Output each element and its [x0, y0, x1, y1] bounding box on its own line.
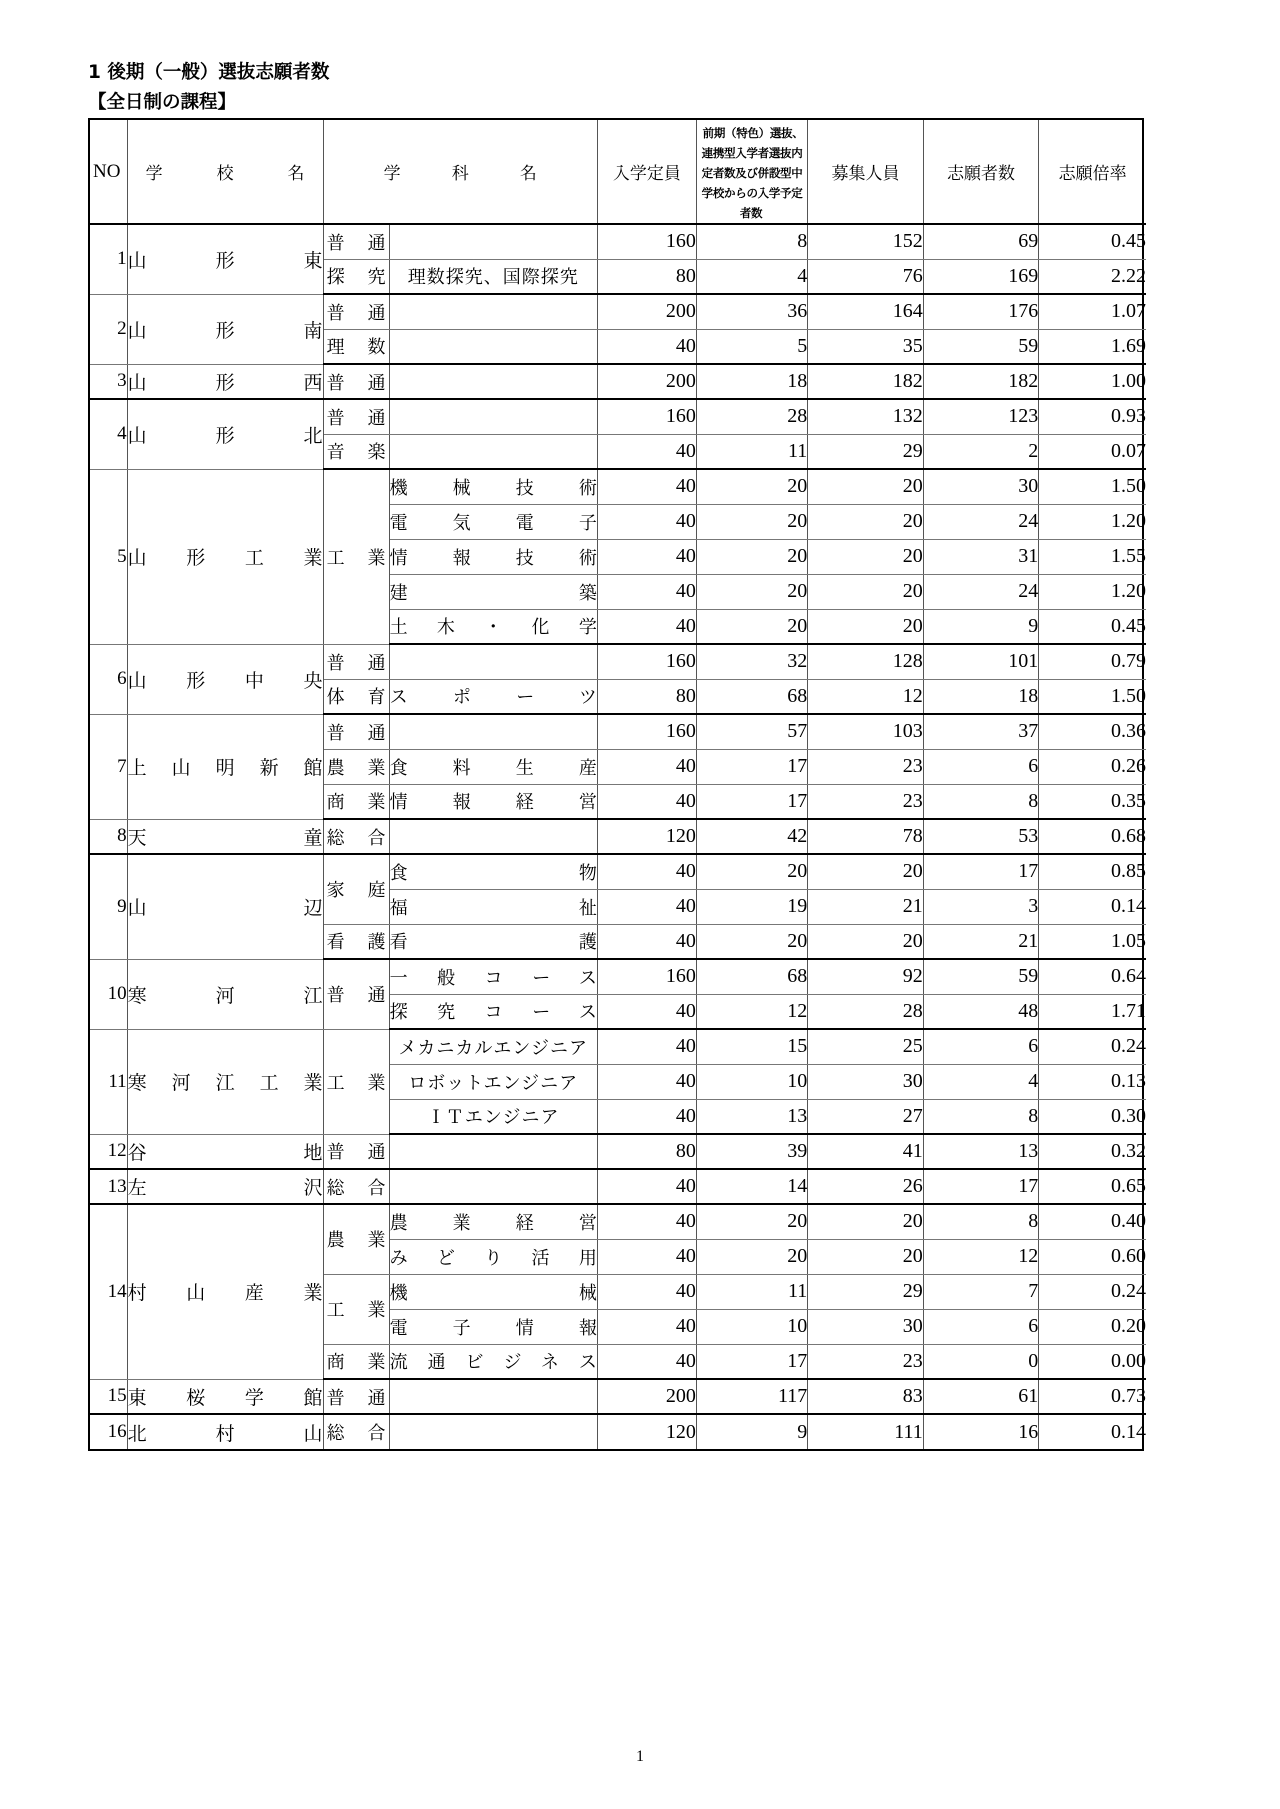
- early-admission-value: 68: [696, 679, 807, 714]
- applicants-value: 53: [923, 819, 1039, 854]
- capacity-value: 40: [597, 1309, 696, 1344]
- recruit-value: 29: [808, 434, 924, 469]
- applicants-value: 69: [923, 224, 1039, 259]
- row-number: 3: [90, 364, 127, 399]
- school-name: 寒河江: [127, 959, 323, 1029]
- early-admission-value: 20: [696, 609, 807, 644]
- early-admission-value: 10: [696, 1064, 807, 1099]
- rate-value: 0.35: [1039, 784, 1146, 819]
- applicants-value: 123: [923, 399, 1039, 434]
- early-admission-value: 17: [696, 1344, 807, 1379]
- applicants-value: 12: [923, 1239, 1039, 1274]
- early-admission-value: 68: [696, 959, 807, 994]
- applicants-value: 6: [923, 1309, 1039, 1344]
- applicants-value: 176: [923, 294, 1039, 329]
- applicants-value: 16: [923, 1414, 1039, 1449]
- header-early-admission: 前期（特色）選抜、連携型入学者選抜内定者数及び併設型中学校からの入学予定者数: [696, 120, 807, 224]
- rate-value: 2.22: [1039, 259, 1146, 294]
- rate-value: 0.20: [1039, 1309, 1146, 1344]
- row-number: 16: [90, 1414, 127, 1449]
- capacity-value: 80: [597, 1134, 696, 1169]
- school-name: 天童: [127, 819, 323, 854]
- recruit-value: 23: [808, 749, 924, 784]
- capacity-value: 40: [597, 1344, 696, 1379]
- early-admission-value: 18: [696, 364, 807, 399]
- header-row: [90, 120, 1146, 224]
- applicants-value: 8: [923, 1204, 1039, 1239]
- page-subtitle: 【全日制の課程】: [88, 92, 237, 113]
- capacity-value: 40: [597, 329, 696, 364]
- rate-value: 0.24: [1039, 1029, 1146, 1064]
- early-admission-value: 20: [696, 539, 807, 574]
- row-number: 1: [90, 224, 127, 294]
- header-no: NO: [90, 120, 127, 224]
- applicants-value: 18: [923, 679, 1039, 714]
- recruit-value: 92: [808, 959, 924, 994]
- recruit-value: 182: [808, 364, 924, 399]
- early-admission-value: 14: [696, 1169, 807, 1204]
- header-rate: 志願倍率: [1039, 120, 1146, 224]
- capacity-value: 40: [597, 574, 696, 609]
- capacity-value: 200: [597, 1379, 696, 1414]
- department-name: 普通: [323, 1379, 389, 1414]
- school-name: 村山産業: [127, 1204, 323, 1379]
- course-name: [389, 329, 597, 364]
- capacity-value: 40: [597, 1064, 696, 1099]
- recruit-value: 23: [808, 784, 924, 819]
- table-body: [90, 224, 1146, 1449]
- course-name: 食料生産: [389, 749, 597, 784]
- capacity-value: 80: [597, 259, 696, 294]
- rate-value: 0.36: [1039, 714, 1146, 749]
- course-name: [389, 1414, 597, 1449]
- early-admission-value: 8: [696, 224, 807, 259]
- row-number: 7: [90, 714, 127, 819]
- course-name: [389, 294, 597, 329]
- course-name: [389, 1169, 597, 1204]
- rate-value: 1.55: [1039, 539, 1146, 574]
- capacity-value: 40: [597, 1169, 696, 1204]
- course-name: 農業経営: [389, 1204, 597, 1239]
- table-row: [90, 819, 1146, 854]
- early-admission-value: 13: [696, 1099, 807, 1134]
- rate-value: 1.50: [1039, 469, 1146, 504]
- recruit-value: 83: [808, 1379, 924, 1414]
- early-admission-value: 20: [696, 1239, 807, 1274]
- rate-value: 1.20: [1039, 504, 1146, 539]
- course-name: [389, 434, 597, 469]
- recruit-value: 30: [808, 1309, 924, 1344]
- applicants-value: 7: [923, 1274, 1039, 1309]
- department-name: 普通: [323, 399, 389, 434]
- school-name: 寒河江工業: [127, 1029, 323, 1134]
- row-number: 6: [90, 644, 127, 714]
- recruit-value: 20: [808, 469, 924, 504]
- course-name: [389, 644, 597, 679]
- rate-value: 1.71: [1039, 994, 1146, 1029]
- capacity-value: 40: [597, 1239, 696, 1274]
- department-name: 音楽: [323, 434, 389, 469]
- department-name: 工業: [323, 1029, 389, 1134]
- early-admission-value: 17: [696, 784, 807, 819]
- capacity-value: 160: [597, 959, 696, 994]
- applicants-table: [90, 120, 1146, 1449]
- early-admission-value: 20: [696, 504, 807, 539]
- early-admission-value: 5: [696, 329, 807, 364]
- applicants-value: 59: [923, 329, 1039, 364]
- recruit-value: 26: [808, 1169, 924, 1204]
- department-name: 普通: [323, 714, 389, 749]
- recruit-value: 20: [808, 854, 924, 889]
- row-number: 10: [90, 959, 127, 1029]
- rate-value: 0.14: [1039, 1414, 1146, 1449]
- recruit-value: 132: [808, 399, 924, 434]
- rate-value: 0.64: [1039, 959, 1146, 994]
- applicants-value: 169: [923, 259, 1039, 294]
- capacity-value: 40: [597, 609, 696, 644]
- course-name: 一般コース: [389, 959, 597, 994]
- capacity-value: 40: [597, 854, 696, 889]
- recruit-value: 20: [808, 574, 924, 609]
- early-admission-value: 15: [696, 1029, 807, 1064]
- applicants-value: 31: [923, 539, 1039, 574]
- early-admission-value: 57: [696, 714, 807, 749]
- recruit-value: 20: [808, 1204, 924, 1239]
- early-admission-value: 28: [696, 399, 807, 434]
- capacity-value: 40: [597, 1274, 696, 1309]
- course-name: 機械: [389, 1274, 597, 1309]
- row-number: 11: [90, 1029, 127, 1134]
- header-applicants: 志願者数: [923, 120, 1039, 224]
- applicants-value: 4: [923, 1064, 1039, 1099]
- department-name: 普通: [323, 644, 389, 679]
- early-admission-value: 36: [696, 294, 807, 329]
- course-name: 情報経営: [389, 784, 597, 819]
- rate-value: 1.50: [1039, 679, 1146, 714]
- applicants-value: 6: [923, 749, 1039, 784]
- table-row: [90, 1169, 1146, 1204]
- recruit-value: 20: [808, 1239, 924, 1274]
- department-name: 工業: [323, 1274, 389, 1344]
- school-name: 谷地: [127, 1134, 323, 1169]
- applicants-value: 8: [923, 1099, 1039, 1134]
- school-name: 山形西: [127, 364, 323, 399]
- department-name: 体育: [323, 679, 389, 714]
- early-admission-value: 11: [696, 1274, 807, 1309]
- rate-value: 0.68: [1039, 819, 1146, 854]
- course-name: 機械技術: [389, 469, 597, 504]
- early-admission-value: 20: [696, 1204, 807, 1239]
- course-name: [389, 714, 597, 749]
- table-row: [90, 399, 1146, 434]
- course-name: [389, 224, 597, 259]
- table-row: [90, 959, 1146, 994]
- recruit-value: 20: [808, 539, 924, 574]
- early-admission-value: 17: [696, 749, 807, 784]
- school-name: 山形北: [127, 399, 323, 469]
- early-admission-value: 20: [696, 574, 807, 609]
- rate-value: 1.00: [1039, 364, 1146, 399]
- applicants-value: 17: [923, 854, 1039, 889]
- department-name: 農業: [323, 1204, 389, 1274]
- applicants-value: 21: [923, 924, 1039, 959]
- recruit-value: 27: [808, 1099, 924, 1134]
- table-row: [90, 644, 1146, 679]
- recruit-value: 28: [808, 994, 924, 1029]
- row-number: 4: [90, 399, 127, 469]
- recruit-value: 30: [808, 1064, 924, 1099]
- table-row: [90, 714, 1146, 749]
- applicants-value: 2: [923, 434, 1039, 469]
- rate-value: 0.26: [1039, 749, 1146, 784]
- row-number: 12: [90, 1134, 127, 1169]
- department-name: 探究: [323, 259, 389, 294]
- capacity-value: 160: [597, 224, 696, 259]
- course-name: 看護: [389, 924, 597, 959]
- course-name: [389, 364, 597, 399]
- capacity-value: 40: [597, 994, 696, 1029]
- recruit-value: 76: [808, 259, 924, 294]
- capacity-value: 200: [597, 364, 696, 399]
- course-name: メカニカルエンジニア: [389, 1029, 597, 1064]
- header-school: 学 校 名: [127, 120, 323, 224]
- capacity-value: 40: [597, 539, 696, 574]
- rate-value: 0.24: [1039, 1274, 1146, 1309]
- recruit-value: 21: [808, 889, 924, 924]
- capacity-value: 40: [597, 1204, 696, 1239]
- table-row: [90, 364, 1146, 399]
- department-name: 普通: [323, 294, 389, 329]
- course-name: 流通ビジネス: [389, 1344, 597, 1379]
- early-admission-value: 9: [696, 1414, 807, 1449]
- table-row: [90, 469, 1146, 504]
- table-row: [90, 1414, 1146, 1449]
- course-name: 探究コース: [389, 994, 597, 1029]
- capacity-value: 160: [597, 714, 696, 749]
- recruit-value: 111: [808, 1414, 924, 1449]
- applicants-value: 17: [923, 1169, 1039, 1204]
- applicants-value: 182: [923, 364, 1039, 399]
- page-title: 1 後期（一般）選抜志願者数: [88, 62, 330, 83]
- rate-value: 1.07: [1039, 294, 1146, 329]
- recruit-value: 20: [808, 504, 924, 539]
- recruit-value: 20: [808, 609, 924, 644]
- early-admission-value: 20: [696, 469, 807, 504]
- department-name: 普通: [323, 224, 389, 259]
- course-name: 電気電子: [389, 504, 597, 539]
- course-name: 情報技術: [389, 539, 597, 574]
- early-admission-value: 11: [696, 434, 807, 469]
- applicants-value: 37: [923, 714, 1039, 749]
- recruit-value: 29: [808, 1274, 924, 1309]
- rate-value: 0.07: [1039, 434, 1146, 469]
- school-name: 山形南: [127, 294, 323, 364]
- department-name: 農業: [323, 749, 389, 784]
- rate-value: 0.13: [1039, 1064, 1146, 1099]
- rate-value: 0.65: [1039, 1169, 1146, 1204]
- early-admission-value: 20: [696, 924, 807, 959]
- course-name: 福祉: [389, 889, 597, 924]
- table-row: [90, 1204, 1146, 1239]
- table-row: [90, 224, 1146, 259]
- early-admission-value: 20: [696, 854, 807, 889]
- rate-value: 0.45: [1039, 609, 1146, 644]
- course-name: 土木・化学: [389, 609, 597, 644]
- rate-value: 0.85: [1039, 854, 1146, 889]
- capacity-value: 40: [597, 749, 696, 784]
- applicants-value: 6: [923, 1029, 1039, 1064]
- row-number: 5: [90, 469, 127, 644]
- school-name: 山辺: [127, 854, 323, 959]
- course-name: [389, 1134, 597, 1169]
- header-recruit: 募集人員: [808, 120, 924, 224]
- page-number: 1: [636, 1748, 644, 1765]
- department-name: 工業: [323, 469, 389, 644]
- recruit-value: 164: [808, 294, 924, 329]
- rate-value: 0.93: [1039, 399, 1146, 434]
- applicants-value: 9: [923, 609, 1039, 644]
- rate-value: 0.30: [1039, 1099, 1146, 1134]
- row-number: 13: [90, 1169, 127, 1204]
- rate-value: 0.32: [1039, 1134, 1146, 1169]
- course-name: スポーツ: [389, 679, 597, 714]
- row-number: 2: [90, 294, 127, 364]
- rate-value: 0.40: [1039, 1204, 1146, 1239]
- course-name: 理数探究、国際探究: [389, 259, 597, 294]
- school-name: 山形東: [127, 224, 323, 294]
- applicants-value: 3: [923, 889, 1039, 924]
- applicants-value: 48: [923, 994, 1039, 1029]
- rate-value: 0.60: [1039, 1239, 1146, 1274]
- recruit-value: 25: [808, 1029, 924, 1064]
- department-name: 総合: [323, 1169, 389, 1204]
- school-name: 上山明新館: [127, 714, 323, 819]
- department-name: 総合: [323, 819, 389, 854]
- rate-value: 0.14: [1039, 889, 1146, 924]
- early-admission-value: 32: [696, 644, 807, 679]
- early-admission-value: 19: [696, 889, 807, 924]
- applicants-value: 0: [923, 1344, 1039, 1379]
- capacity-value: 40: [597, 434, 696, 469]
- row-number: 9: [90, 854, 127, 959]
- department-name: 理数: [323, 329, 389, 364]
- header-course: 学 科 名: [323, 120, 597, 224]
- course-name: 電子情報: [389, 1309, 597, 1344]
- rate-value: 1.05: [1039, 924, 1146, 959]
- rate-value: 0.73: [1039, 1379, 1146, 1414]
- capacity-value: 40: [597, 1099, 696, 1134]
- table-row: [90, 294, 1146, 329]
- row-number: 8: [90, 819, 127, 854]
- capacity-value: 40: [597, 1029, 696, 1064]
- row-number: 14: [90, 1204, 127, 1379]
- recruit-value: 35: [808, 329, 924, 364]
- applicants-table-container: [88, 118, 1144, 1451]
- school-name: 東桜学館: [127, 1379, 323, 1414]
- applicants-value: 30: [923, 469, 1039, 504]
- recruit-value: 152: [808, 224, 924, 259]
- applicants-value: 61: [923, 1379, 1039, 1414]
- recruit-value: 20: [808, 924, 924, 959]
- early-admission-value: 4: [696, 259, 807, 294]
- early-admission-value: 117: [696, 1379, 807, 1414]
- recruit-value: 12: [808, 679, 924, 714]
- department-name: 普通: [323, 959, 389, 1029]
- header-capacity: 入学定員: [597, 120, 696, 224]
- school-name: 左沢: [127, 1169, 323, 1204]
- school-name: 山形工業: [127, 469, 323, 644]
- applicants-value: 13: [923, 1134, 1039, 1169]
- school-name: 北村山: [127, 1414, 323, 1449]
- table-row: [90, 1134, 1146, 1169]
- course-name: [389, 1379, 597, 1414]
- capacity-value: 160: [597, 399, 696, 434]
- school-name: 山形中央: [127, 644, 323, 714]
- capacity-value: 40: [597, 924, 696, 959]
- capacity-value: 120: [597, 819, 696, 854]
- rate-value: 1.20: [1039, 574, 1146, 609]
- department-name: 普通: [323, 364, 389, 399]
- recruit-value: 103: [808, 714, 924, 749]
- rate-value: 0.45: [1039, 224, 1146, 259]
- capacity-value: 160: [597, 644, 696, 679]
- early-admission-value: 12: [696, 994, 807, 1029]
- rate-value: 1.69: [1039, 329, 1146, 364]
- recruit-value: 41: [808, 1134, 924, 1169]
- early-admission-value: 39: [696, 1134, 807, 1169]
- recruit-value: 23: [808, 1344, 924, 1379]
- course-name: 食物: [389, 854, 597, 889]
- course-name: 建築: [389, 574, 597, 609]
- capacity-value: 80: [597, 679, 696, 714]
- table-row: [90, 854, 1146, 889]
- course-name: ＩＴエンジニア: [389, 1099, 597, 1134]
- applicants-value: 8: [923, 784, 1039, 819]
- capacity-value: 120: [597, 1414, 696, 1449]
- capacity-value: 40: [597, 784, 696, 819]
- capacity-value: 40: [597, 889, 696, 924]
- capacity-value: 200: [597, 294, 696, 329]
- table-header: [90, 120, 1146, 224]
- table-row: [90, 1379, 1146, 1414]
- course-name: [389, 819, 597, 854]
- department-name: 家庭: [323, 854, 389, 924]
- rate-value: 0.00: [1039, 1344, 1146, 1379]
- table-row: [90, 1029, 1146, 1064]
- course-name: みどり活用: [389, 1239, 597, 1274]
- early-admission-value: 10: [696, 1309, 807, 1344]
- department-name: 総合: [323, 1414, 389, 1449]
- early-admission-value: 42: [696, 819, 807, 854]
- recruit-value: 78: [808, 819, 924, 854]
- department-name: 商業: [323, 784, 389, 819]
- department-name: 商業: [323, 1344, 389, 1379]
- applicants-value: 101: [923, 644, 1039, 679]
- capacity-value: 40: [597, 469, 696, 504]
- applicants-value: 24: [923, 574, 1039, 609]
- department-name: 看護: [323, 924, 389, 959]
- recruit-value: 128: [808, 644, 924, 679]
- course-name: [389, 399, 597, 434]
- course-name: ロボットエンジニア: [389, 1064, 597, 1099]
- row-number: 15: [90, 1379, 127, 1414]
- applicants-value: 24: [923, 504, 1039, 539]
- capacity-value: 40: [597, 504, 696, 539]
- department-name: 普通: [323, 1134, 389, 1169]
- applicants-value: 59: [923, 959, 1039, 994]
- rate-value: 0.79: [1039, 644, 1146, 679]
